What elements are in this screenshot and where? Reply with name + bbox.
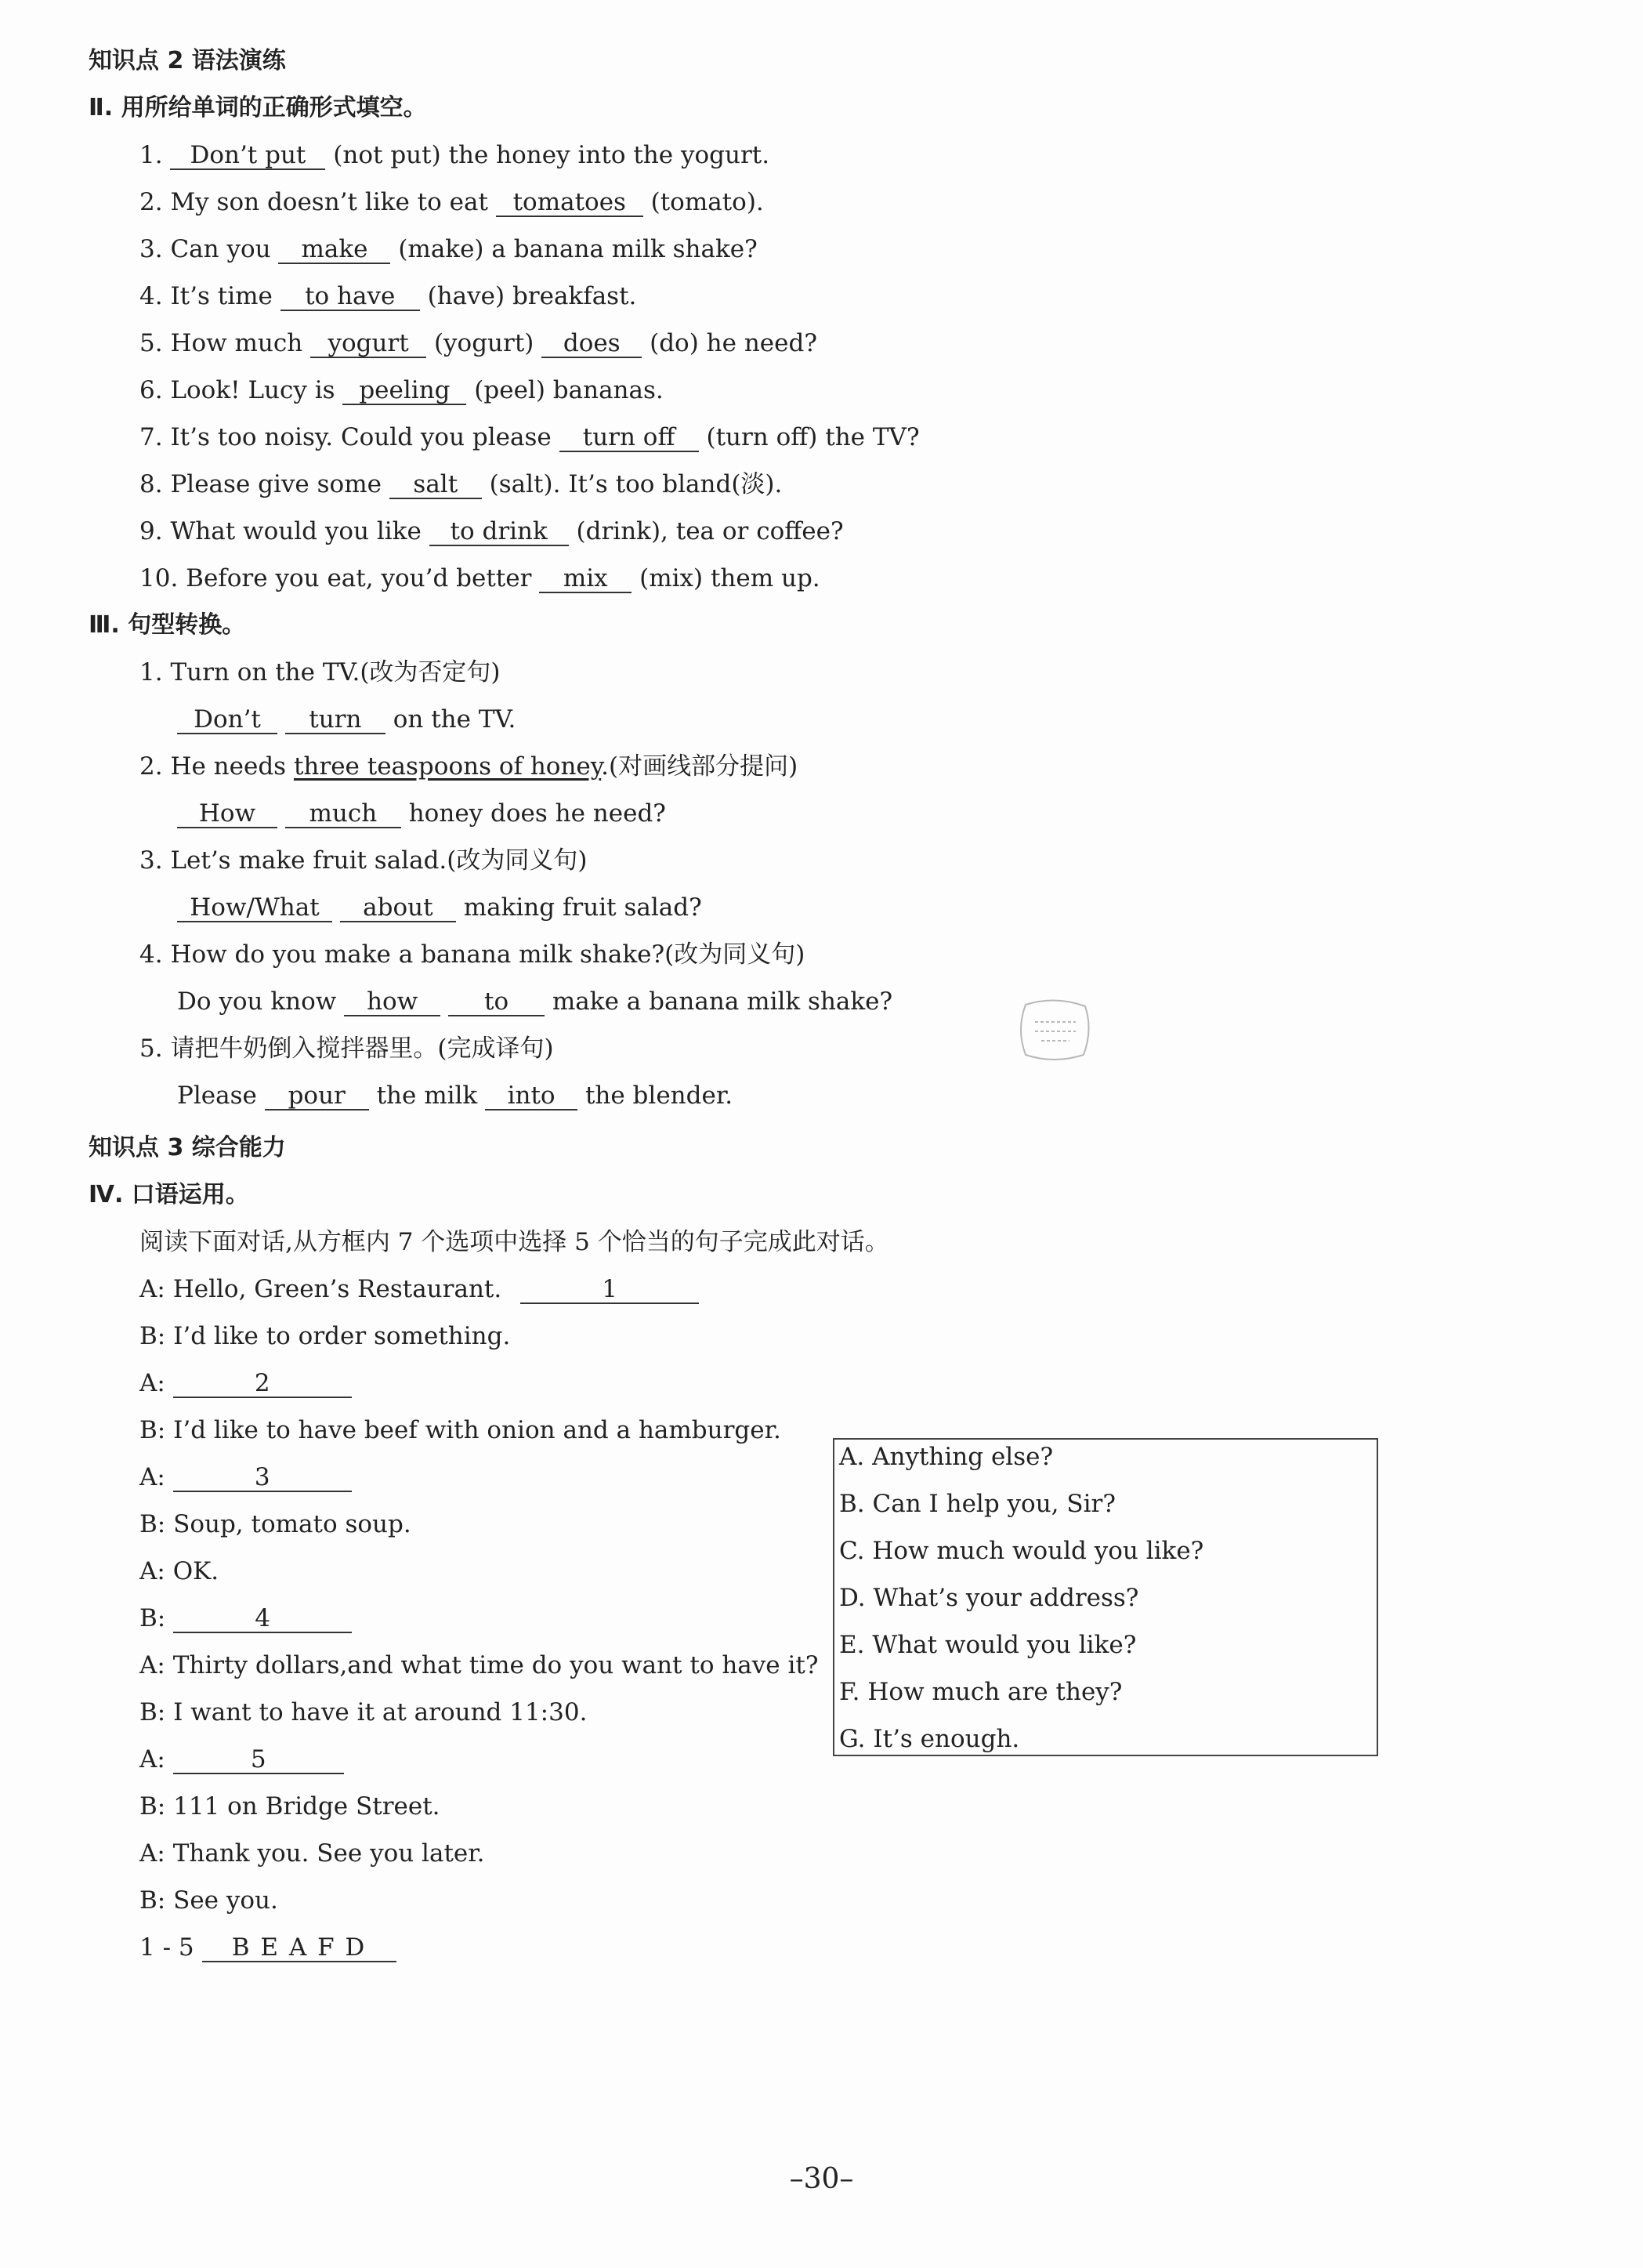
stamp-watermark-icon — [1008, 991, 1102, 1069]
exercise-3-title: Ⅲ. 句型转换。 — [89, 611, 246, 639]
answer-blank: turn off — [559, 424, 699, 452]
dialogue-line-14: B: See you. — [139, 1886, 278, 1915]
answer-blank: 4 — [173, 1605, 352, 1633]
section-title-grammar: 知识点 2 语法演练 — [89, 47, 286, 74]
option-a: A. Anything else? — [839, 1443, 1054, 1471]
answer-blank: how — [344, 988, 440, 1016]
section-title-comprehensive: 知识点 3 综合能力 — [89, 1134, 286, 1161]
answer-summary: 1 - 5 B E A F D — [139, 1932, 396, 1963]
dialogue-line-6: B: Soup, tomato soup. — [139, 1510, 411, 1538]
transform-3-question: 3. Let’s make fruit salad.(改为同义句) — [139, 846, 588, 875]
transform-1-answer: Don’t turn on the TV. — [177, 704, 516, 735]
exercise-4-title: Ⅳ. 口语运用。 — [89, 1181, 249, 1208]
answer-blank: mix — [539, 565, 632, 593]
option-c: C. How much would you like? — [839, 1537, 1204, 1565]
question-2-10: 10. Before you eat, you’d better mix (mix) them up. — [139, 564, 820, 592]
answer-blank: 1 — [520, 1276, 699, 1304]
dialogue-line-10: B: I want to have it at around 11:30. — [139, 1698, 588, 1726]
dialogue-line-12: B: 111 on Bridge Street. — [139, 1792, 440, 1821]
transform-4-answer: Do you know how to make a banana milk shake? — [177, 987, 893, 1016]
answer-blank: to have — [280, 283, 420, 311]
dialogue-line-8: B: 4 — [139, 1603, 352, 1634]
transform-5-question: 5. 请把牛奶倒入搅拌器里。(完成译句) — [139, 1034, 554, 1063]
exercise-4-instructions: 阅读下面对话,从方框内 7 个选项中选择 5 个恰当的句子完成此对话。 — [139, 1228, 889, 1256]
option-g: G. It’s enough. — [839, 1725, 1020, 1753]
exercise-2-title: Ⅱ. 用所给单词的正确形式填空。 — [89, 94, 427, 121]
transform-5-answer: Please pour the milk into the blender. — [177, 1081, 733, 1110]
question-2-4: 4. It’s time to have (have) breakfast. — [139, 282, 637, 310]
transform-2-question: 2. He needs three teaspoons of honey.(对画线部分提问) — [139, 752, 798, 781]
page-number: –30– — [789, 2163, 854, 2195]
option-e: E. What would you like? — [839, 1631, 1137, 1659]
question-2-5: 5. How much yogurt (yogurt) does (do) he need? — [139, 329, 817, 357]
dialogue-line-3: A: 2 — [139, 1368, 352, 1399]
answer-blank: pour — [265, 1082, 369, 1110]
answer-blank: to drink — [429, 518, 569, 546]
question-2-9: 9. What would you like to drink (drink), tea or coffee? — [139, 517, 844, 545]
dialogue-line-9: A: Thirty dollars,and what time do you want to have it? — [139, 1651, 819, 1679]
answer-blank: How/What — [177, 894, 332, 922]
answer-blank: B E A F D — [202, 1934, 396, 1962]
dialogue-line-4: B: I’d like to have beef with onion and a hamburger. — [139, 1416, 781, 1444]
question-2-3: 3. Can you make (make) a banana milk shake? — [139, 235, 758, 263]
answer-blank: about — [340, 894, 456, 922]
answer-blank: salt — [389, 471, 482, 499]
answer-blank: How — [177, 800, 277, 828]
answer-blank: Don’t put — [170, 142, 325, 170]
question-2-1: 1. Don’t put (not put) the honey into the yogurt. — [139, 141, 770, 169]
transform-2-answer: How much honey does he need? — [177, 798, 666, 829]
answer-blank: to — [448, 988, 545, 1016]
answer-blank: peeling — [342, 377, 466, 405]
question-2-6: 6. Look! Lucy is peeling (peel) bananas. — [139, 376, 664, 404]
dialogue-line-11: A: 5 — [139, 1744, 344, 1775]
question-2-8: 8. Please give some salt (salt). It’s too bland(淡). — [139, 470, 783, 498]
transform-3-answer: How/What about making fruit salad? — [177, 892, 702, 923]
dialogue-line-13: A: Thank you. See you later. — [139, 1839, 485, 1868]
dialogue-line-7: A: OK. — [139, 1557, 219, 1585]
answer-blank: make — [278, 236, 390, 264]
answer-blank: yogurt — [310, 330, 426, 358]
dialogue-line-1: A: Hello, Green’s Restaurant. 1 — [139, 1273, 699, 1305]
question-2-2: 2. My son doesn’t like to eat tomatoes (tomato). — [139, 188, 764, 216]
answer-blank: 3 — [173, 1464, 352, 1492]
answer-blank: does — [541, 330, 642, 358]
transform-1-question: 1. Turn on the TV.(改为否定句) — [139, 658, 501, 687]
answer-blank: tomatoes — [496, 189, 643, 217]
answer-blank: Don’t — [177, 706, 277, 734]
answer-blank: much — [285, 800, 401, 828]
underlined-phrase: three teaspoons of honey — [293, 752, 602, 781]
option-f: F. How much are they? — [839, 1678, 1123, 1706]
dialogue-line-5: A: 3 — [139, 1462, 352, 1493]
transform-4-question: 4. How do you make a banana milk shake?(改为同义句) — [139, 940, 805, 969]
answer-blank: 5 — [173, 1746, 344, 1774]
option-b: B. Can I help you, Sir? — [839, 1490, 1116, 1518]
answer-blank: into — [485, 1082, 577, 1110]
option-d: D. What’s your address? — [839, 1584, 1139, 1612]
answer-blank: turn — [285, 706, 385, 734]
question-2-7: 7. It’s too noisy. Could you please turn off (turn off) the TV? — [139, 423, 920, 451]
answer-blank: 2 — [173, 1370, 352, 1398]
options-box — [833, 1438, 1378, 1756]
dialogue-line-2: B: I’d like to order something. — [139, 1322, 511, 1350]
